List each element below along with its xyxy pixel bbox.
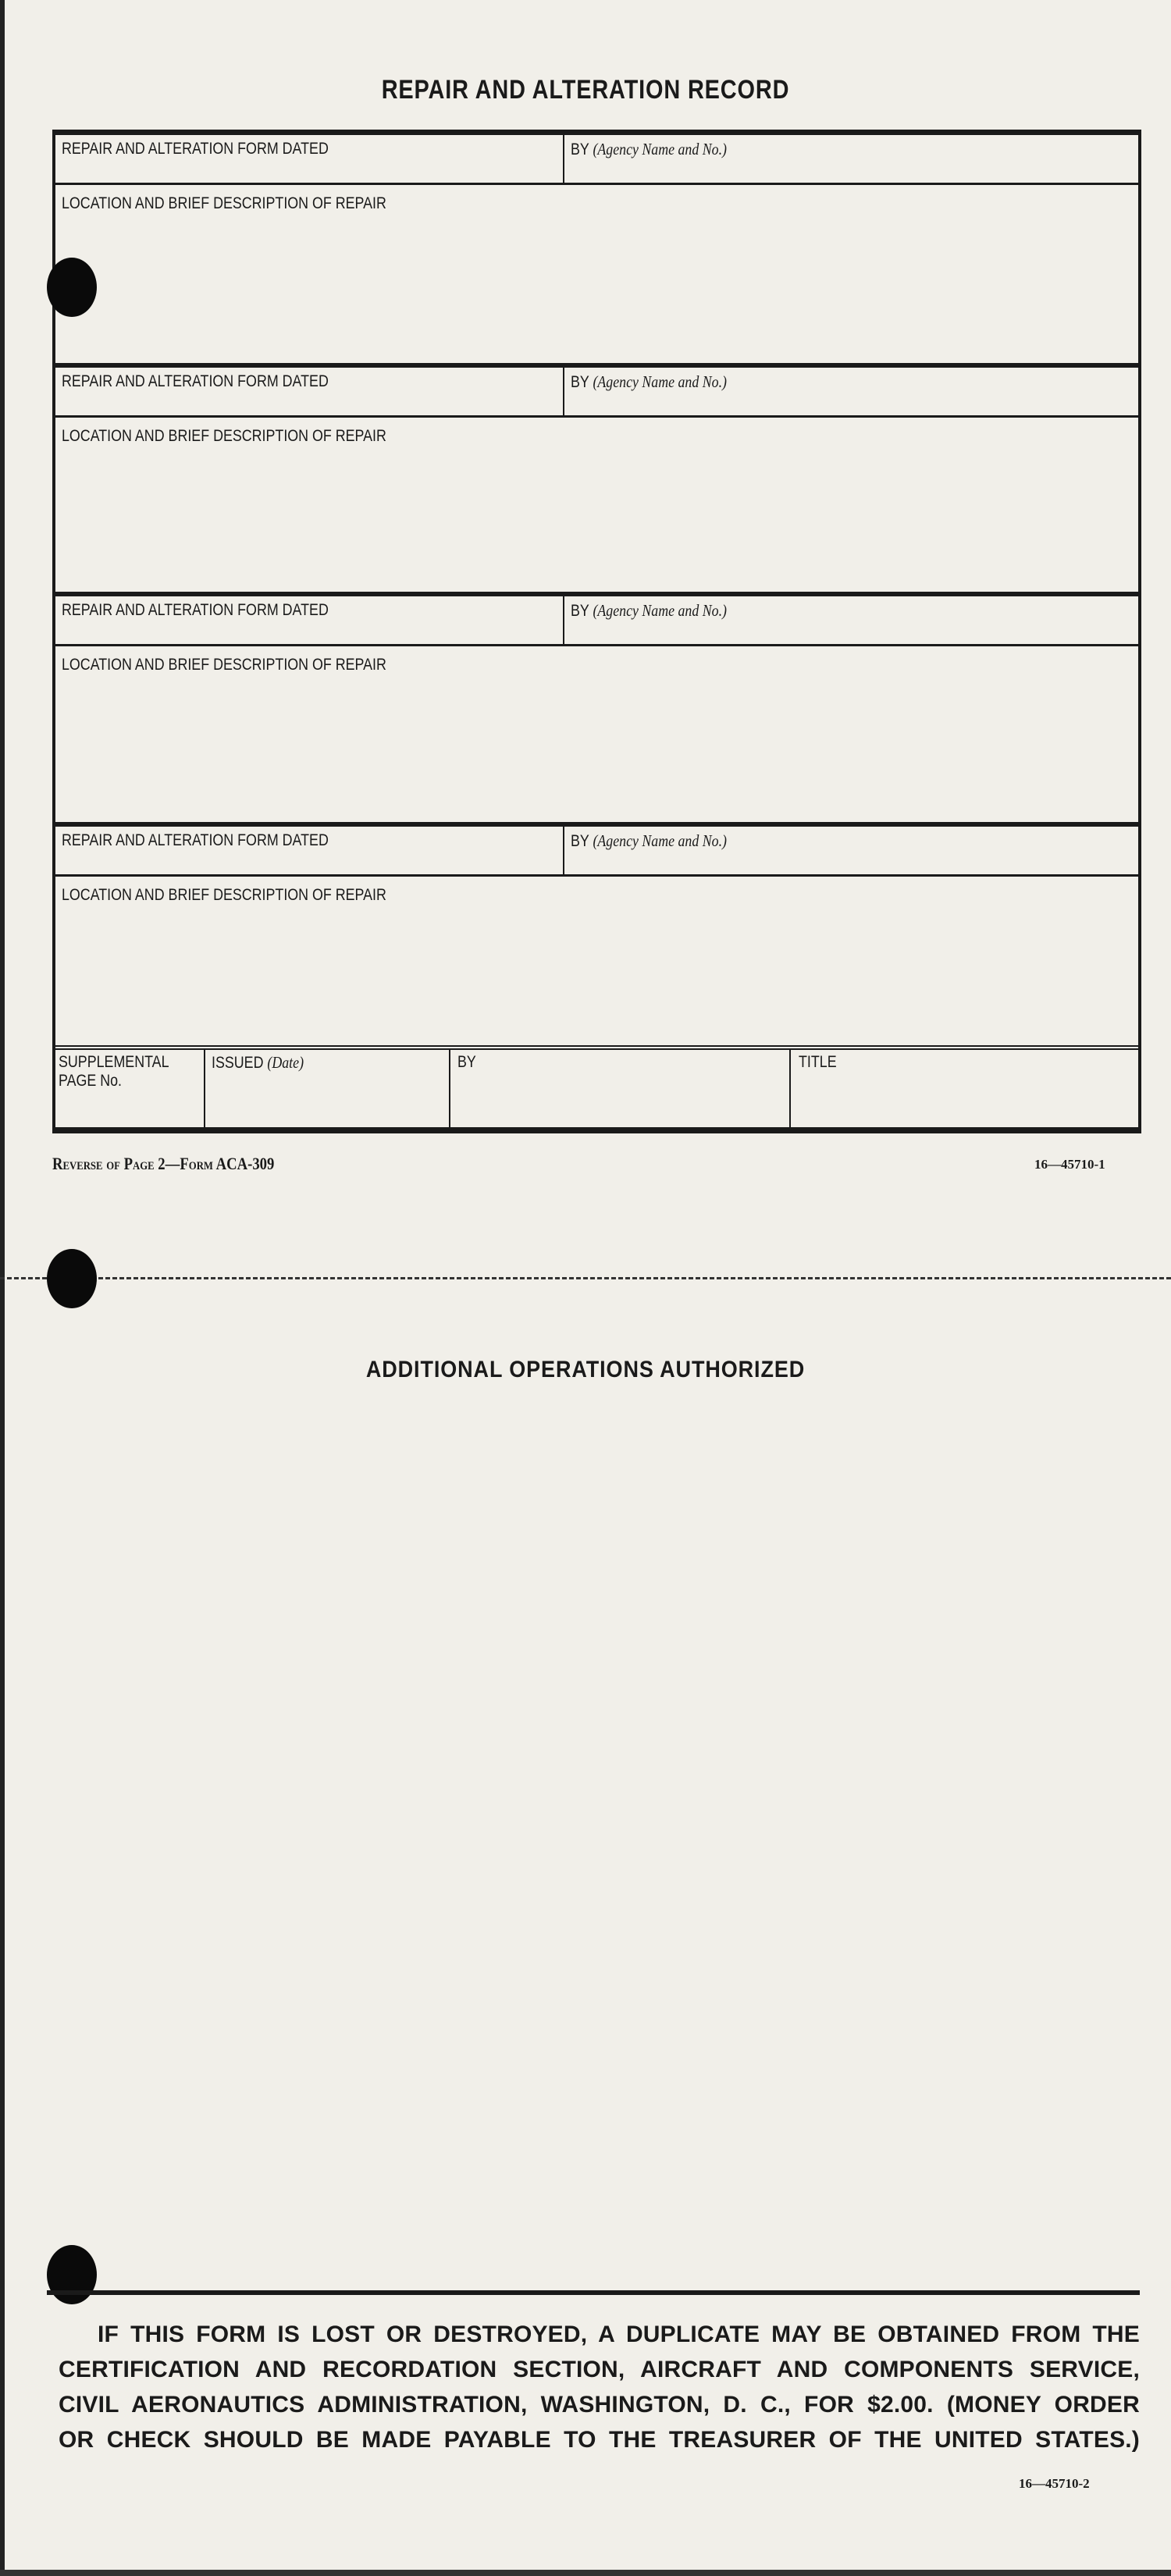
lost-form-notice: [59, 2317, 1140, 2457]
punch-hole: [47, 258, 97, 317]
form-dated-label: REPAIR AND ALTERATION FORM DATED: [62, 140, 329, 158]
form-number-top: 16—45710-1: [1034, 1157, 1105, 1172]
location-description-label: LOCATION AND BRIEF DESCRIPTION OF REPAIR: [62, 656, 386, 674]
page-title: REPAIR AND ALTERATION RECORD: [381, 75, 790, 105]
repair-record-form: [52, 130, 1141, 1133]
repair-section-3: [55, 596, 1138, 822]
notice-line: CERTIFICATION AND RECORDATION SECTION, AIRCRAFT AND COMPONENTS SERVICE,: [59, 2357, 1140, 2382]
divider: [563, 596, 564, 646]
punch-hole: [47, 1249, 97, 1308]
repair-section-2: [55, 368, 1138, 592]
repair-section-4: [55, 827, 1138, 1045]
additional-operations-title: ADDITIONAL OPERATIONS AUTHORIZED: [365, 1357, 806, 1382]
issued-date-label: ISSUED (Date): [212, 1053, 304, 1072]
title-label: TITLE: [799, 1053, 837, 1071]
notice-line: IF THIS FORM IS LOST OR DESTROYED, A DUPLICATE MAY BE OBTAINED FROM THE: [98, 2322, 1140, 2347]
by-agency-label: BY (Agency Name and No.): [571, 372, 727, 391]
repair-section-header: [55, 827, 1138, 877]
supplemental-by-label: BY: [457, 1053, 476, 1071]
notice-rule: [47, 2290, 1140, 2295]
location-description-label: LOCATION AND BRIEF DESCRIPTION OF REPAIR: [62, 194, 386, 212]
repair-section-header: [55, 596, 1138, 646]
repair-section-header: [55, 368, 1138, 418]
repair-section-header: [55, 135, 1138, 185]
divider: [563, 368, 564, 418]
supplemental-page-label: SUPPLEMENTAL PAGE No.: [59, 1053, 169, 1090]
punch-hole: [47, 2245, 97, 2304]
form-dated-label: REPAIR AND ALTERATION FORM DATED: [62, 831, 329, 849]
divider: [449, 1050, 450, 1133]
supplemental-row: [55, 1045, 1138, 1133]
divider: [204, 1050, 205, 1133]
page-edge-bottom: [0, 2570, 1171, 2576]
fold-line: [0, 1277, 1171, 1279]
page-edge: [0, 0, 5, 2576]
location-description-label: LOCATION AND BRIEF DESCRIPTION OF REPAIR: [62, 427, 386, 445]
form-dated-label: REPAIR AND ALTERATION FORM DATED: [62, 372, 329, 390]
by-agency-label: BY (Agency Name and No.): [571, 140, 727, 158]
divider: [789, 1050, 791, 1133]
notice-line: OR CHECK SHOULD BE MADE PAYABLE TO THE TREASURER OF THE UNITED STATES.): [59, 2427, 1140, 2453]
location-description-label: LOCATION AND BRIEF DESCRIPTION OF REPAIR: [62, 886, 386, 904]
by-agency-label: BY (Agency Name and No.): [571, 601, 727, 620]
by-agency-label: BY (Agency Name and No.): [571, 831, 727, 850]
form-number-bottom: 16—45710-2: [1019, 2476, 1090, 2491]
divider: [563, 135, 564, 185]
notice-line: CIVIL AERONAUTICS ADMINISTRATION, WASHINGTON, D. C., FOR $2.00. (MONEY ORDER: [59, 2392, 1140, 2418]
form-dated-label: REPAIR AND ALTERATION FORM DATED: [62, 601, 329, 619]
divider: [563, 827, 564, 877]
reverse-page-note: Reverse of Page 2—Form ACA-309: [52, 1154, 275, 1173]
repair-section-1: [55, 135, 1138, 363]
